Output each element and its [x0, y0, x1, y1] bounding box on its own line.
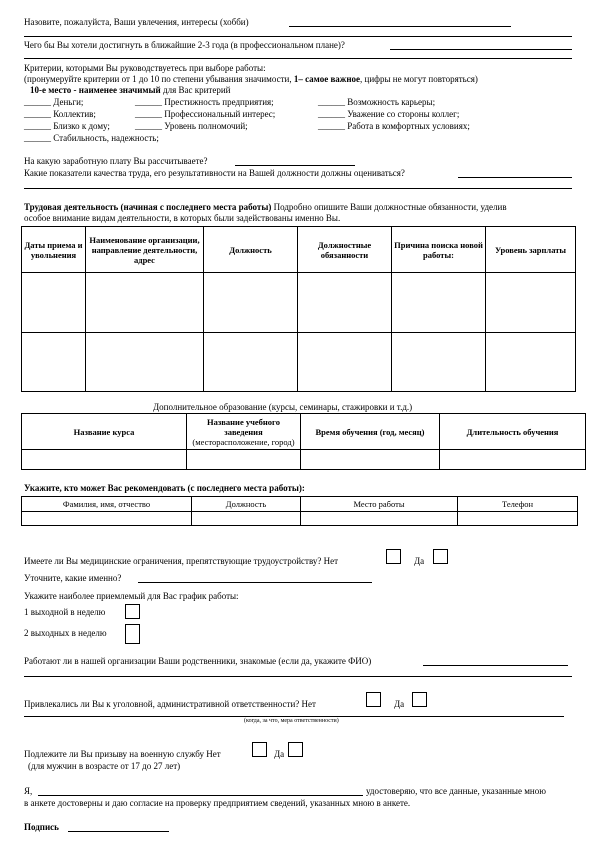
hobby-answer-line[interactable]	[289, 26, 511, 27]
indicators-answer-line-2[interactable]	[24, 188, 572, 189]
salary-question: На какую заработную плату Вы рассчитываете?	[24, 156, 208, 166]
criterion-career[interactable]: ______ Возможность карьеры;	[318, 97, 436, 107]
refs-header-name: Фамилия, имя, отчество	[22, 497, 192, 512]
relatives-answer-line-2[interactable]	[24, 676, 572, 677]
work-header-position: Должность	[204, 227, 298, 273]
table-cell[interactable]	[486, 333, 576, 392]
medical-question: Имеете ли Вы медицинские ограничения, препятствующие трудоустройству? Нет	[24, 556, 339, 566]
criteria-title: Критерии, которыми Вы руководствуетесь при выборе работы:	[24, 63, 266, 73]
signature-label: Подпись	[24, 822, 59, 832]
criterion-team[interactable]: ______ Коллектив;	[24, 109, 96, 119]
education-table	[21, 413, 586, 470]
consent-prefix: Я,	[24, 786, 33, 796]
table-cell[interactable]	[204, 273, 298, 333]
criterion-authority[interactable]: ______ Уровень полномочий;	[135, 121, 248, 131]
table-cell[interactable]	[86, 273, 204, 333]
signature-line[interactable]	[68, 831, 169, 832]
work-header-salary: Уровень зарплаты	[486, 227, 576, 273]
table-cell[interactable]	[392, 273, 486, 333]
consent-name-line[interactable]	[38, 795, 363, 796]
table-cell[interactable]	[204, 333, 298, 392]
table-cell[interactable]	[301, 450, 440, 470]
table-cell[interactable]	[458, 512, 578, 526]
refs-header-position: Должность	[192, 497, 301, 512]
criminal-yes-label: Да	[394, 699, 405, 709]
table-cell[interactable]	[440, 450, 586, 470]
table-row	[22, 333, 576, 392]
medical-no-checkbox[interactable]	[386, 549, 401, 564]
table-cell[interactable]	[187, 450, 301, 470]
criterion-home[interactable]: ______ Близко к дому;	[24, 121, 110, 131]
criterion-prestige[interactable]: ______ Престижность предприятия;	[135, 97, 274, 107]
table-cell[interactable]	[22, 333, 86, 392]
table-row	[22, 450, 586, 470]
table-row	[22, 273, 576, 333]
work-header-reason: Причина поиска новой работы:	[392, 227, 486, 273]
relatives-question: Работают ли в нашей организации Ваши родственники, знакомые (если да, укажите ФИО)	[24, 656, 372, 666]
work-history-table	[21, 226, 576, 392]
medical-yes-label: Да	[414, 556, 425, 566]
medical-clarify-line[interactable]	[138, 582, 372, 583]
work-header-duties: Должностные обязанности	[298, 227, 392, 273]
indicators-answer-line[interactable]	[458, 177, 572, 178]
table-cell[interactable]	[298, 273, 392, 333]
relatives-answer-line[interactable]	[423, 665, 568, 666]
criterion-respect[interactable]: ______ Уважение со стороны коллег;	[318, 109, 460, 119]
goals-answer-line-2[interactable]	[24, 58, 572, 59]
medical-yes-checkbox[interactable]	[433, 549, 448, 564]
criterion-comfort[interactable]: ______ Работа в комфортных условиях;	[318, 121, 470, 131]
criminal-note: (когда, за что, мера ответственности)	[244, 718, 339, 724]
hobby-answer-line-2[interactable]	[24, 36, 572, 37]
criteria-note-2: 10-е место - наименее значимый для Вас критерий	[30, 85, 231, 95]
work-header-organization: Наименование организации, направление деятельности, адрес	[86, 227, 204, 273]
refs-header-phone: Телефон	[458, 497, 578, 512]
consent-text-2: в анкете достоверны и даю согласие на проверку предприятием сведений, указанных мною в анкете.	[24, 798, 411, 808]
work-intro: Трудовая деятельность (начиная с последнего места работы) Подробно опишите Ваши должностные обязанности, уделив	[24, 202, 507, 212]
refs-header-workplace: Место работы	[301, 497, 458, 512]
criminal-yes-checkbox[interactable]	[412, 692, 427, 707]
criteria-note: (пронумеруйте критерии от 1 до 10 по степени убывания значимости, 1– самое важное, цифры не могут повторяться)	[24, 74, 478, 84]
table-row	[22, 512, 578, 526]
schedule-question: Укажите наиболее приемлемый для Вас график работы:	[24, 591, 239, 601]
criterion-money[interactable]: ______ Деньги;	[24, 97, 84, 107]
military-yes-checkbox[interactable]	[288, 742, 303, 757]
refs-title: Укажите, кто может Вас рекомендовать (с последнего места работы):	[24, 483, 305, 493]
table-cell[interactable]	[392, 333, 486, 392]
work-intro-line-2: особое внимание видам деятельности, в которых были задействованы именно Вы.	[24, 213, 341, 223]
edu-header-institution: Название учебного заведения (месторасположение, город)	[187, 414, 301, 450]
edu-title: Дополнительное образование (курсы, семинары, стажировки и т.д.)	[153, 402, 413, 412]
table-cell[interactable]	[192, 512, 301, 526]
schedule-option-2: 2 выходных в неделю	[24, 628, 107, 638]
table-cell[interactable]	[301, 512, 458, 526]
table-cell[interactable]	[298, 333, 392, 392]
work-header-dates: Даты приема и увольнения	[22, 227, 86, 273]
schedule-option-2-checkbox[interactable]	[125, 624, 140, 644]
criterion-stability[interactable]: ______ Стабильность, надежность;	[24, 133, 159, 143]
table-cell[interactable]	[22, 512, 192, 526]
military-question: Подлежите ли Вы призыву на военную службу Нет	[24, 749, 221, 759]
schedule-option-1: 1 выходной в неделю	[24, 607, 106, 617]
medical-clarify: Уточните, какие именно?	[24, 573, 122, 583]
consent-text: удостоверяю, что все данные, указанные мною	[366, 786, 546, 796]
salary-answer-line[interactable]	[235, 165, 355, 166]
military-yes-label: Да	[274, 749, 285, 759]
edu-header-course: Название курса	[22, 414, 187, 450]
schedule-option-1-checkbox[interactable]	[125, 604, 140, 619]
criminal-no-checkbox[interactable]	[366, 692, 381, 707]
criterion-interest[interactable]: ______ Профессиональный интерес;	[135, 109, 276, 119]
table-cell[interactable]	[22, 450, 187, 470]
references-table	[21, 496, 578, 526]
table-cell[interactable]	[22, 273, 86, 333]
table-cell[interactable]	[86, 333, 204, 392]
criminal-question: Привлекались ли Вы к уголовной, административной ответственности? Нет	[24, 699, 316, 709]
goals-question: Чего бы Вы хотели достигнуть в ближайшие 2-3 года (в профессиональном плане)?	[24, 40, 345, 50]
table-cell[interactable]	[486, 273, 576, 333]
indicators-question: Какие показатели качества труда, его результативности на Вашей должности должны оцениваться?	[24, 168, 405, 178]
hobby-question: Назовите, пожалуйста, Ваши увлечения, интересы (хобби)	[24, 17, 249, 27]
goals-answer-line[interactable]	[390, 49, 572, 50]
military-note: (для мужчин в возрасте от 17 до 27 лет)	[28, 761, 181, 771]
edu-header-time: Время обучения (год, месяц)	[301, 414, 440, 450]
military-no-checkbox[interactable]	[252, 742, 267, 757]
edu-header-duration: Длительность обучения	[440, 414, 586, 450]
